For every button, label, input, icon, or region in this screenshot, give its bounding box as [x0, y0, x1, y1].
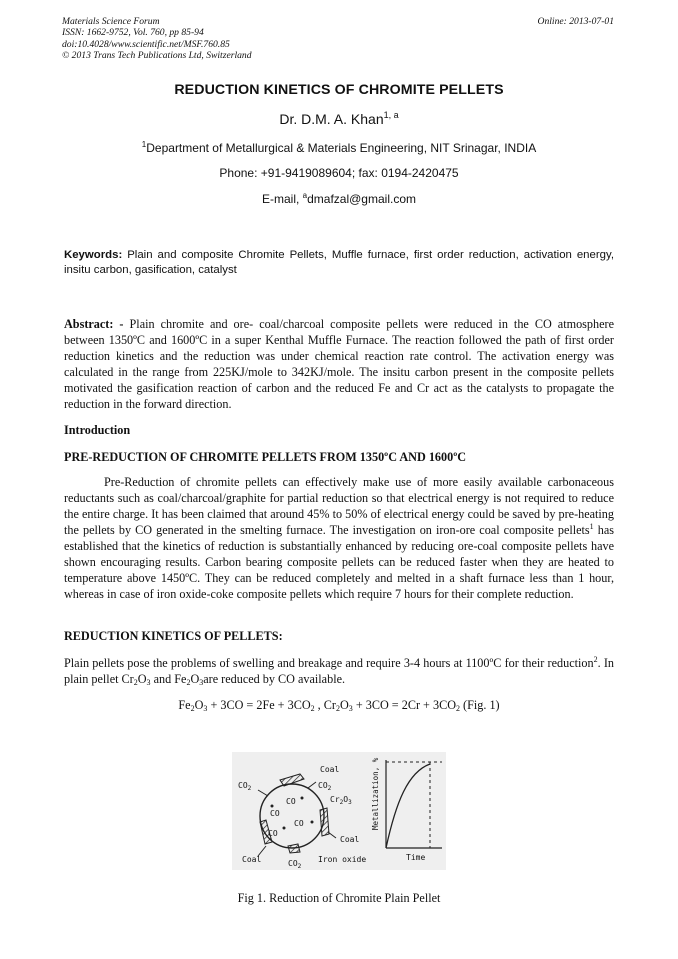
- kinetics-text-cont: O: [190, 672, 200, 686]
- kinetics-text-cont: . In plain pellet Cr: [64, 656, 614, 686]
- eq-part: O: [194, 698, 204, 712]
- coal-particle-bottom: [288, 844, 300, 853]
- abstract-label: Abstract: -: [64, 317, 124, 331]
- prereduction-heading: PRE-REDUCTION OF CHROMITE PELLETS FROM 1350ºC AND 1600ºC: [64, 450, 467, 464]
- graph-ylabel: Metallization, %: [371, 757, 380, 830]
- email-label: E-mail,: [261, 192, 303, 206]
- label-co-d: CO: [268, 829, 278, 838]
- label-co-b: CO: [270, 809, 280, 818]
- kinetics-heading: REDUCTION KINETICS OF PELLETS:: [64, 629, 283, 643]
- eq-part: + 3CO = 2Fe + 3CO: [207, 698, 311, 712]
- author-name: Dr. D.M. A. Khan: [279, 111, 384, 127]
- email-mark: a: [302, 191, 308, 200]
- label-coal-top: Coal: [320, 765, 340, 774]
- graph-curve: [386, 764, 430, 848]
- graph-xlabel: Time: [406, 853, 426, 862]
- abstract: [64, 316, 614, 412]
- kinetics-paragraph: [64, 655, 614, 687]
- phone-fax: Phone: +91-9419089604; fax: 0194-2420475: [219, 166, 459, 180]
- label-iron-oxide: Iron oxide: [318, 855, 367, 864]
- subscript: 3: [146, 678, 151, 687]
- kinetics-text-cont: and Fe: [150, 672, 187, 686]
- kinetics-text-cont: O: [137, 672, 147, 686]
- keywords-text: Plain and composite Chromite Pellets, Muffle furnace, first order reduction, activation energy, insitu carbon, gasification, catalyst: [64, 249, 614, 276]
- label-coal-right: Coal: [340, 835, 360, 844]
- label-coal-bottom: Coal: [242, 855, 262, 864]
- subscript: 2: [186, 678, 191, 687]
- subscript: 3: [348, 704, 353, 713]
- subscript: 2: [133, 678, 138, 687]
- eq-part: + 3CO = 2Cr + 3CO: [352, 698, 456, 712]
- figure-1: [232, 752, 446, 870]
- eq-part: , Cr: [314, 698, 336, 712]
- journal-name: Materials Science Forum: [62, 16, 160, 27]
- label-co2-left: $CO_2$: [238, 781, 252, 792]
- prereduction-text: Pre-Reduction of chromite pellets can effectively make use of more easily available carbonaceous reductants such as coal/charcoal/graphite for partial reduction so that electrical energy is not required to reduce the entire charge. It has been claimed that around 45% to 50% of electrical energy could be saved by pre-heating the pellets by CO generated in the smelting furnace. The investigation on iron-ore coal composite pellets: [64, 475, 614, 537]
- author: [0, 110, 678, 127]
- paper-title: REDUCTION KINETICS OF CHROMITE PELLETS: [174, 82, 504, 98]
- subscript: 3: [203, 704, 208, 713]
- subscript: 2: [190, 704, 195, 713]
- kinetics-text-cont: are reduced by CO available.: [203, 672, 346, 686]
- equation: [0, 698, 678, 713]
- prereduction-text-cont: has established that the kinetics of reduction is substantially enhanced by reducing ore-coal composite pellets have shown encouraging results. Carbon bearing composite pellets can be reduced faster when they are heated to temperature above 1450ºC. They can be reduced completely and melted in a shaft furnace less than 1 hour, whereas in case of iron oxide-coke composite pellets which require 7 hours for their complete reduction.: [64, 523, 614, 601]
- subscript: 2: [310, 704, 315, 713]
- figure-1-drawing: [232, 752, 446, 870]
- subscript: 2: [456, 704, 460, 713]
- email-address[interactable]: dmafzal@gmail.com: [307, 192, 416, 206]
- label-cr2o3: $Cr_2O_3$: [330, 795, 352, 806]
- label-co2-bottom: $CO_2$: [288, 859, 302, 870]
- label-co-c: CO: [294, 819, 304, 828]
- label-co2-top: $CO_2$: [318, 781, 332, 792]
- publication-info: [62, 16, 252, 62]
- keywords-label: Keywords:: [64, 249, 123, 261]
- label-co-a: CO: [286, 797, 296, 806]
- author-marks: 1, a: [383, 110, 399, 120]
- eq-part: O: [339, 698, 349, 712]
- copyright: © 2013 Trans Tech Publications Ltd, Switzerland: [62, 50, 252, 62]
- reference-1[interactable]: 1: [589, 522, 594, 531]
- affiliation-text: Department of Metallurgical & Materials Engineering, NIT Srinagar, INDIA: [146, 141, 537, 155]
- introduction-heading: Introduction: [64, 423, 131, 437]
- eq-part: (Fig. 1): [460, 698, 500, 712]
- keywords: [64, 248, 614, 277]
- coal-particle-right: [320, 808, 329, 836]
- email-line: [0, 191, 678, 206]
- affiliation-mark: 1: [141, 140, 147, 149]
- subscript: 2: [335, 704, 340, 713]
- kinetics-text: Plain pellets pose the problems of swelling and breakage and require 3-4 hours at 1100ºC for their reduction: [64, 656, 594, 670]
- abstract-text: Plain chromite and ore- coal/charcoal composite pellets were reduced in the CO atmosphere between 1350ºC and 1600ºC in a super Kenthal Muffle Furnace. The reaction followed the path of first order reduction kinetics and the reduction was under chemical reaction rate control. The activation energy was calculated in the range from 225KJ/mole to 342KJ/mole. The insitu carbon present in the composite pellets motivated the gasification reaction of carbon and the reduced Fe and Cr act as the catalysts to propagate the reduction in the forward direction.: [64, 317, 614, 411]
- figure-caption: Fig 1. Reduction of Chromite Plain Pellet: [237, 891, 441, 905]
- reference-2[interactable]: 2: [593, 655, 598, 664]
- subscript: 3: [199, 678, 204, 687]
- eq-part: Fe: [178, 698, 191, 712]
- online-date: Online: 2013-07-01: [537, 16, 614, 27]
- prereduction-paragraph: [64, 474, 614, 602]
- doi[interactable]: doi:10.4028/www.scientific.net/MSF.760.85: [62, 38, 230, 50]
- issn: ISSN: 1662-9752, Vol. 760, pp 85-94: [62, 27, 204, 39]
- affiliation: [0, 140, 678, 155]
